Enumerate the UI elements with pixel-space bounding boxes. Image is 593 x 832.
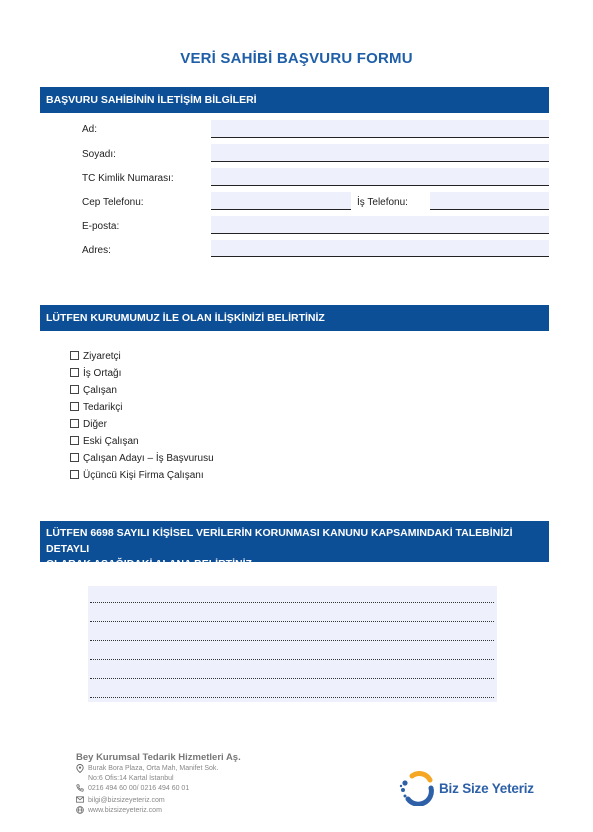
footer-address bbox=[76, 764, 241, 784]
label-tc: TC Kimlik Numarası: bbox=[82, 173, 174, 184]
checkbox-label: Üçüncü Kişi Firma Çalışanı bbox=[83, 470, 204, 481]
checkbox-label: Eski Çalışan bbox=[83, 436, 139, 447]
form-title: VERİ SAHİBİ BAŞVURU FORMU bbox=[180, 50, 413, 67]
checkbox-label: Diğer bbox=[83, 419, 107, 430]
label-ad: Ad: bbox=[82, 124, 98, 135]
request-textarea[interactable] bbox=[88, 586, 497, 702]
checkbox-label: Çalışan Adayı – İş Başvurusu bbox=[83, 453, 214, 464]
dotted-line bbox=[90, 697, 494, 698]
checkbox-label: İş Ortağı bbox=[83, 368, 122, 379]
checkbox-ziyaretci[interactable] bbox=[70, 351, 121, 362]
label-cep: Cep Telefonu: bbox=[82, 197, 144, 208]
checkbox-label: Ziyaretçi bbox=[83, 351, 121, 362]
footer-phone-text: 0216 494 60 00/ 0216 494 60 01 bbox=[88, 785, 190, 793]
envelope-icon bbox=[76, 796, 86, 806]
dotted-line bbox=[90, 659, 494, 660]
footer-email-text[interactable]: bilgi@bizsizeyeteriz.com bbox=[88, 796, 165, 804]
footer-website bbox=[76, 806, 241, 817]
label-eposta: E-posta: bbox=[82, 221, 120, 232]
field-tc[interactable] bbox=[211, 168, 549, 186]
checkbox-is-ortagi[interactable] bbox=[70, 368, 121, 379]
checkbox-box[interactable] bbox=[70, 351, 79, 360]
field-is-telefonu[interactable] bbox=[430, 192, 549, 210]
dotted-line bbox=[90, 640, 494, 641]
footer-phone bbox=[76, 784, 241, 795]
checkbox-box[interactable] bbox=[70, 368, 79, 377]
checkbox-box[interactable] bbox=[70, 402, 79, 411]
label-soyadi: Soyadı: bbox=[82, 149, 116, 160]
label-adres: Adres: bbox=[82, 245, 111, 256]
checkbox-eski-calisan[interactable] bbox=[70, 436, 139, 447]
footer-contact bbox=[76, 752, 241, 817]
checkbox-box[interactable] bbox=[70, 385, 79, 394]
checkbox-box[interactable] bbox=[70, 453, 79, 462]
label-is-telefonu: İş Telefonu: bbox=[357, 197, 408, 208]
globe-icon bbox=[76, 806, 86, 817]
field-adres[interactable] bbox=[211, 240, 549, 257]
checkbox-box[interactable] bbox=[70, 419, 79, 428]
company-logo bbox=[398, 770, 534, 806]
dotted-line bbox=[90, 602, 494, 603]
footer-address-line1: Burak Bora Plaza, Orta Mah, Manifet Sok. bbox=[88, 765, 219, 772]
field-soyadi[interactable] bbox=[211, 144, 549, 162]
dotted-line bbox=[90, 678, 494, 679]
section-header-line1: LÜTFEN 6698 SAYILI KİŞİSEL VERİLERİN KORUNMASI KANUNU KAPSAMINDAKİ TALEBİNİZİ DETAYLI bbox=[46, 527, 513, 555]
checkbox-diger[interactable] bbox=[70, 419, 107, 430]
field-ad[interactable] bbox=[211, 120, 549, 138]
footer-website-text[interactable]: www.bizsizeyeteriz.com bbox=[88, 806, 162, 814]
footer-address-line2: No:6 Ofis:14 Kartal İstanbul bbox=[88, 775, 174, 783]
field-cep[interactable] bbox=[211, 192, 351, 210]
checkbox-label: Tedarikçi bbox=[83, 402, 123, 413]
checkbox-box[interactable] bbox=[70, 436, 79, 445]
logo-text: Biz Size Yeteriz bbox=[439, 780, 534, 796]
section-header-contact: BAŞVURU SAHİBİNİN İLETİŞİM BİLGİLERİ bbox=[40, 87, 549, 113]
location-pin-icon bbox=[76, 764, 86, 776]
company-name: Bey Kurumsal Tedarik Hizmetleri Aş. bbox=[76, 752, 241, 763]
checkbox-calisan[interactable] bbox=[70, 385, 117, 396]
checkbox-box[interactable] bbox=[70, 470, 79, 479]
checkbox-ucuncu-kisi[interactable] bbox=[70, 470, 204, 481]
phone-icon bbox=[76, 784, 86, 795]
logo-mark-icon bbox=[398, 770, 436, 806]
dotted-line bbox=[90, 621, 494, 622]
checkbox-tedarikci[interactable] bbox=[70, 402, 122, 413]
footer-email bbox=[76, 796, 241, 806]
section-header-request bbox=[40, 521, 549, 570]
section-header-relation: LÜTFEN KURUMUMUZ İLE OLAN İLİŞKİNİZİ BELİRTİNİZ bbox=[40, 305, 549, 331]
section-header-line2: OLARAK AŞAĞIDAKİ ALANA BELİRTİNİZ. bbox=[46, 558, 255, 570]
field-eposta[interactable] bbox=[211, 216, 549, 234]
checkbox-calisan-adayi[interactable] bbox=[70, 453, 214, 464]
checkbox-label: Çalışan bbox=[83, 385, 117, 396]
